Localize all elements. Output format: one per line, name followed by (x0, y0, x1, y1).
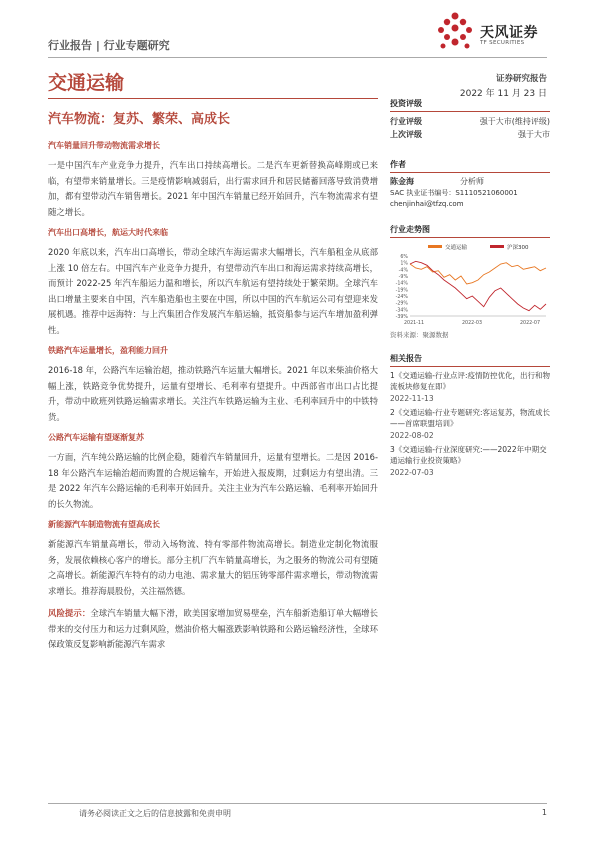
section (48, 345, 378, 425)
industry-rating-value: 强于大市(维持评级) (479, 117, 550, 126)
analyst-row (390, 176, 550, 188)
section-heading: 新能源汽车制造物流有望高成长 (48, 520, 160, 529)
legend-swatch (428, 245, 442, 248)
report-subtitle: 汽车物流：复苏、繁荣、高成长 (48, 112, 231, 127)
footer-disclaimer: 请务必阅读正文之后的信息披露和免责申明 (79, 809, 231, 818)
section-heading: 公路汽车运输有望逐渐复苏 (48, 433, 144, 442)
section (48, 227, 378, 338)
section-paragraph: 一是中国汽车产业竞争力提升，汽车出口持续高增长。二是汽车更新替换高峰期或已来临，有望带来销量增长。三是疫情影响减弱后，出行需求回升和居民储蓄回落导致消费增加，都有望带动汽车销售增长。2021 年中国汽车销量已经开始回升，汽车物流需求有望随之增长。 (48, 160, 378, 217)
y-tick-label: -29% (395, 301, 408, 307)
risk-warning (48, 606, 378, 653)
related-report-date: 2022-07-03 (390, 468, 434, 477)
section-paragraph: 新能源汽车销量高增长，带动入场物流、特有零部件物流高增长。制造业定制化物流服务，发展依赖核心客户的增长。部分主机厂汽车销量高增长，为之服务的物流公司有望随之高增长。新能源汽车特有的动力电池、需求量大的铝压铸零部件需求增长，带动物流需求增长。推荐海晨股份，关注福然德。 (48, 539, 378, 596)
analyst-license: SAC 执业证书编号：S1110521060001 (390, 189, 518, 197)
x-tick-label: 2022-03 (461, 321, 483, 326)
chart-source: 资料来源：聚源数据 (390, 331, 449, 339)
logo-text: 天风证券 (480, 25, 538, 41)
legend-swatch (490, 245, 504, 248)
section-heading: 汽车出口高增长，航运大时代来临 (48, 228, 168, 237)
prev-rating-row (390, 128, 550, 141)
related-list (390, 370, 550, 478)
related-report-date: 2022-11-13 (390, 394, 434, 403)
trend-heading: 行业走势图 (390, 224, 550, 238)
y-tick-label: -34% (395, 308, 408, 314)
logo-subtext: TF SECURITIES (480, 40, 525, 46)
section (48, 519, 378, 599)
header-divider (48, 57, 547, 58)
report-category: 行业报告 | 行业专题研究 (48, 39, 170, 52)
trend-chart (390, 242, 550, 328)
y-tick-label: -14% (395, 281, 408, 287)
related-report-link[interactable]: 3《交通运输-行业深度研究:——2022年中期交通运输行业投资策略》 (390, 445, 547, 465)
related-heading: 相关报告 (390, 353, 550, 367)
x-tick-label: 2021-11 (403, 321, 425, 326)
section (48, 432, 378, 512)
legend-label: 沪深300 (507, 245, 529, 251)
prev-rating-value: 强于大市 (518, 130, 550, 139)
related-report-link[interactable]: 1《交通运输-行业点评:疫情防控优化，出行和物流板块修复在即》 (390, 371, 551, 391)
industry-rating-row (390, 115, 550, 128)
section (48, 140, 378, 220)
related-report-link[interactable]: 2《交通运输-行业专题研究:客运复苏，物流成长——首席联盟培训》 (390, 408, 551, 428)
analyst-role: 分析师 (460, 177, 484, 186)
related-report-date: 2022-08-02 (390, 431, 434, 440)
industry-title: 交通运输 (48, 72, 125, 94)
y-tick-label: -19% (395, 288, 408, 294)
report-date: 2022 年 11 月 23 日 (459, 89, 547, 99)
sidebar (390, 98, 550, 481)
section-heading: 铁路汽车运量增长，盈利能力回升 (48, 346, 168, 355)
footer-divider (48, 803, 547, 804)
logo-icon (435, 10, 475, 54)
title-divider (48, 98, 378, 99)
y-tick-label: -9% (398, 275, 408, 280)
page-number: 1 (541, 808, 547, 817)
trend-chart-svg (390, 242, 550, 328)
section-paragraph: 一方面，汽车纯公路运输的比例企稳，随着汽车销量回升，运量有望增长。二是因 2016-18 年公路汽车运输治超而购置的合规运输车，开始进入报废期，过剩运力有望出清。三是 2022 年汽车公路运输的毛利率开始回升。关注主业为汽车公路运输、毛利率开始回升的长久物流。 (48, 452, 378, 509)
analyst-name: 陈金海 (390, 177, 414, 186)
analyst-email[interactable]: chenjinhai@tfzq.com (390, 200, 464, 208)
rating-heading: 投资评级 (390, 98, 550, 112)
risk-label: 风险提示： (48, 608, 91, 618)
y-tick-label: -4% (398, 268, 408, 274)
y-tick-label: -39% (395, 315, 408, 320)
section-paragraph: 2016-18 年，公路汽车运输治超，推动铁路汽车运量大幅增长。2021 年以来柴油价格大幅上涨，铁路竞争优势提升，运量有望增长、毛利率有望提升。中西部省市出口占比提升，带动中欧班列铁路运输需求增长。关注汽车铁路运输为主业、毛利率回升中的中铁特货。 (48, 365, 378, 422)
series-line-transport (410, 263, 546, 284)
industry-rating-label: 行业评级 (390, 117, 422, 126)
y-tick-label: 6% (400, 255, 408, 260)
risk-text: 全球汽车销量大幅下滑，欧美国家增加贸易壁垒，汽车船新造船订单大幅增长带来的交付压力和运力过剩风险，燃油价格大幅涨跌影响铁路和公路运输经济性，全球环保政策反复影响新能源汽车需求 (48, 608, 379, 649)
y-tick-label: 1% (400, 261, 408, 267)
y-tick-label: -24% (395, 295, 408, 300)
prev-rating-label: 上次评级 (390, 130, 422, 139)
section-paragraph: 2020 年底以来，汽车出口高增长，带动全球汽车海运需求大幅增长，汽车船租金从底部上涨 10 倍左右。中国汽车产业竞争力提升，有望带动汽车出口和海运需求持续高增长，而预计 2022-25 年汽车船运力温和增长，所以汽车航运有望持续处于繁荣期。全球汽车出口增量主要来自中国，汽车船造船也主要在中国，所以中国的汽车航运公司有望迎来发展机遇。推荐中远海特：与上汽集团合作发展汽车船运输，抵资船参与运汽车增加盈利弹性。 (48, 247, 378, 335)
report-type: 证券研究报告 (495, 74, 547, 84)
legend-label: 交通运输 (445, 245, 468, 251)
x-tick-label: 2022-07 (519, 321, 541, 326)
author-heading: 作者 (390, 159, 550, 173)
main-content (48, 140, 378, 660)
section-heading: 汽车销量回升带动物流需求增长 (48, 141, 160, 150)
